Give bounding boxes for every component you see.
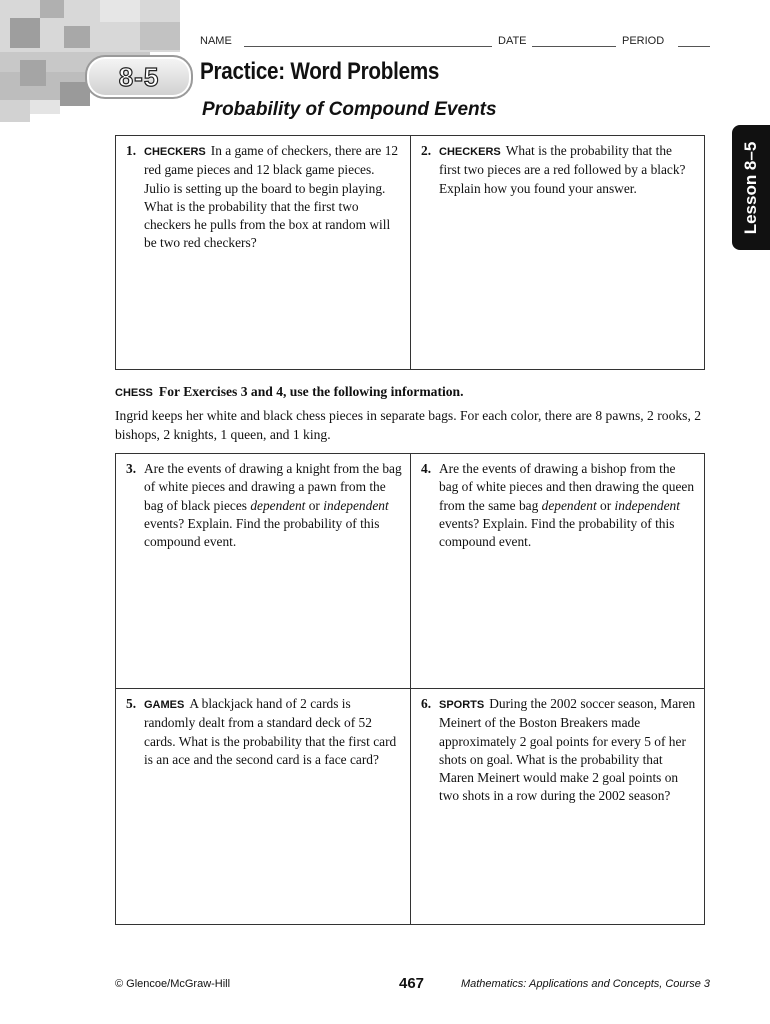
student-info-line (200, 33, 710, 51)
problem-text: During the 2002 soccer season, Maren Meinert of the Boston Breakers made approximately 2 goal points for every 5 of her shots on goal. What is the probability that Maren Meinert would make 2 goal points on two shots in a row during the 2002 season? (439, 696, 696, 804)
problem-6: 6. SPORTS During the 2002 soccer season, Maren Meinert of the Boston Breakers made approximately 2 goal points for every 5 of her shots on goal. What is the probability that Maren Meinert would make 2 goal points on two shots in a row during the 2002 season? (410, 689, 704, 924)
problem-tag: CHECKERS (439, 146, 501, 158)
date-blank (532, 46, 616, 47)
lesson-side-tab: Lesson 8–5 (732, 125, 770, 250)
problem-text: A blackjack hand of 2 cards is randomly dealt from a standard deck of 52 cards. What is the probability that the first card is an ace and the second card is a face card? (144, 696, 397, 767)
problem-tag: GAMES (144, 699, 185, 711)
name-blank (244, 46, 492, 47)
problem-4: 4. Are the events of drawing a bishop from the bag of white pieces and then drawing the queen from the same bag dependent or independent events? Explain. Find the probability of this compound event. (410, 454, 704, 688)
problem-5: 5. GAMES A blackjack hand of 2 cards is randomly dealt from a standard deck of 52 cards. What is the probability that the first card is an ace and the second card is a face card? (126, 696, 397, 767)
name-label: NAME (200, 35, 232, 47)
problem-box-1-2 (115, 135, 705, 370)
problem-1: 1. CHECKERS In a game of checkers, there are 12 red game pieces and 12 black game pieces. Julio is setting up the board to begin playing. What is the probability that the first two checkers he pulls from the box at random will be two red checkers? (126, 143, 399, 251)
page-title: Practice: Word Problems (200, 58, 440, 85)
problem-row-3-4 (116, 454, 704, 689)
copyright: © Glencoe/McGraw-Hill (115, 978, 231, 990)
problem-text: What is the probability that the first two pieces are a red followed by a black? Explain how you found your answer. (439, 143, 686, 196)
problem-row-5-6 (116, 689, 704, 924)
problem-3: 3. Are the events of drawing a knight from the bag of white pieces and drawing a pawn from the bag of black pieces dependent or independent events? Explain. Find the probability of this compound event. (116, 454, 410, 688)
page-footer (115, 975, 710, 995)
page-subtitle: Probability of Compound Events (202, 99, 497, 120)
problem-tag: SPORTS (439, 699, 485, 711)
book-title: Mathematics: Applications and Concepts, Course 3 (460, 978, 710, 990)
problem-text: In a game of checkers, there are 12 red game pieces and 12 black game pieces. Julio is setting up the board to begin playing. What is the probability that the first two checkers he pulls from the box at random will be two red checkers? (144, 143, 399, 251)
chess-instruction: CHESS For Exercises 3 and 4, use the following information. (115, 384, 464, 399)
problem-box-3-6 (115, 453, 705, 925)
page-number: 467 (399, 975, 425, 992)
lesson-badge: 8-5 (85, 55, 193, 99)
date-label: DATE (498, 35, 527, 47)
period-blank (678, 46, 710, 47)
problem-text: Are the events of drawing a bishop from the bag of white pieces and then drawing the queen from the same bag dependent or independent events? Explain. Find the probability of this compound event. (439, 461, 695, 550)
problem-text: Are the events of drawing a knight from the bag of white pieces and drawing a pawn from the bag of black pieces dependent or independent events? Explain. Find the probability of this compound event. (144, 461, 402, 550)
problem-2: 2. CHECKERS What is the probability that the first two pieces are a red followed by a black? Explain how you found your answer. (410, 136, 704, 369)
period-label: PERIOD (622, 35, 665, 47)
problem-tag: CHECKERS (144, 146, 206, 158)
chess-information: Ingrid keeps her white and black chess pieces in separate bags. For each color, there are 8 pawns, 2 rooks, 2 bishops, 2 knights, 1 queen, and 1 king. (115, 408, 702, 442)
